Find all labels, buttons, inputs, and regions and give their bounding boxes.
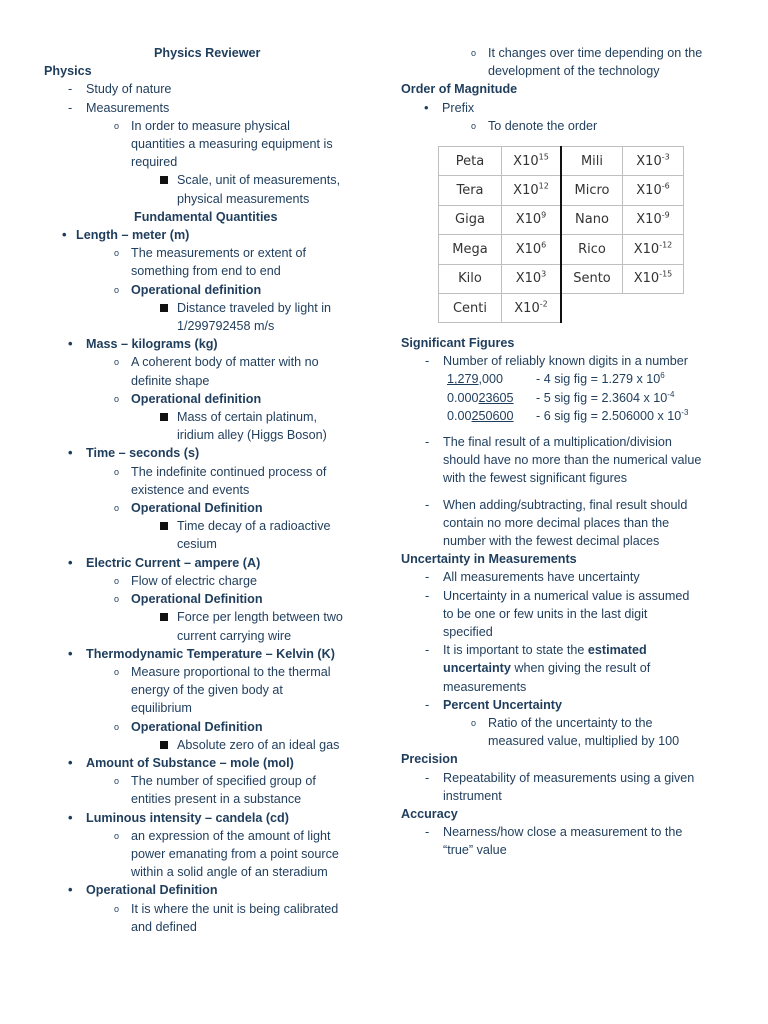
list-item: o It is where the unit is being calibrated	[44, 900, 374, 918]
list-item-cont: within a solid angle of an steradium	[131, 865, 328, 880]
dash-marker: -	[425, 570, 430, 585]
circle-bullet-icon: o	[114, 393, 120, 404]
bullet-icon: •	[424, 99, 429, 115]
quantity-heading: • Operational Definition	[44, 881, 374, 899]
list-item-cont: entities present in a substance	[131, 792, 302, 807]
power-base: X10	[636, 212, 662, 228]
physics-heading: Physics	[44, 64, 92, 79]
list-item-cont: specified	[443, 625, 493, 640]
list-item: Scale, unit of measurements,	[44, 171, 374, 189]
table-cell: Micro	[561, 176, 623, 205]
table-row	[439, 147, 684, 176]
list-item: Distance traveled by light in	[44, 299, 374, 317]
list-item-cont: cesium	[177, 537, 217, 552]
dash-marker: -	[68, 82, 73, 97]
bullet-icon: •	[62, 227, 67, 243]
list-item: - Number of reliably known digits in a number	[401, 352, 731, 370]
list-item: o The number of specified group of	[44, 772, 374, 790]
table-row	[439, 176, 684, 205]
circle-bullet-icon: o	[471, 48, 477, 58]
dash-marker: -	[425, 588, 430, 603]
list-item-cont: equilibrium	[131, 701, 192, 716]
list-item: o In order to measure physical	[44, 117, 374, 135]
list-item-cont: definite shape	[131, 373, 210, 388]
circle-bullet-icon: o	[471, 120, 477, 131]
table-cell: Centi	[439, 293, 502, 322]
power-base: X10	[513, 153, 539, 169]
list-item: o A coherent body of matter with no	[44, 353, 374, 371]
circle-bullet-icon: o	[114, 903, 120, 914]
left-column	[44, 44, 374, 936]
bullet-icon: •	[68, 645, 73, 661]
power-base: X10	[636, 153, 662, 169]
dash-marker: -	[425, 697, 430, 712]
power-exponent: -3	[661, 152, 670, 162]
table-cell	[623, 264, 684, 293]
list-item-cont: development of the technology	[488, 64, 660, 79]
power-base: X10	[513, 183, 539, 199]
circle-bullet-icon: o	[471, 718, 477, 729]
power-exponent: 15	[538, 152, 549, 162]
list-item: o Flow of electric charge	[44, 572, 374, 590]
circle-bullet-icon: o	[114, 594, 120, 605]
list-item-cont: measured value, multiplied by 100	[488, 734, 680, 749]
quantity-heading: • Time – seconds (s)	[44, 444, 374, 462]
list-item-cont: uncertainty when giving the result of	[443, 661, 651, 676]
table-cell	[623, 147, 684, 176]
power-exponent: 6	[541, 240, 547, 250]
list-item-cont: measurements	[443, 679, 527, 694]
list-item-cont: physical measurements	[177, 191, 310, 206]
page-title: Physics Reviewer	[154, 46, 261, 60]
power-exponent: 3	[541, 269, 547, 279]
table-cell: Giga	[439, 205, 502, 234]
list-item: - Percent Uncertainty	[401, 696, 731, 714]
circle-bullet-icon: o	[114, 830, 120, 841]
table-row	[439, 264, 684, 293]
square-bullet-icon	[160, 171, 168, 189]
power-exponent: 9	[541, 211, 547, 221]
circle-bullet-icon: o	[114, 575, 120, 586]
section-heading: Order of Magnitude	[401, 82, 518, 97]
list-item-cont: existence and events	[131, 482, 250, 497]
op-def-label: o Operational Definition	[44, 499, 374, 517]
list-item: - All measurements have uncertainty	[401, 568, 731, 586]
dash-marker: -	[425, 825, 430, 840]
list-item: o an expression of the amount of light	[44, 827, 374, 845]
list-item-cont: number with the fewest decimal places	[443, 534, 660, 549]
quantity-heading: • Electric Current – ampere (A)	[44, 554, 374, 572]
circle-bullet-icon: o	[114, 120, 120, 131]
power-base: X10	[515, 241, 542, 257]
quantity-heading: • Amount of Substance – mole (mol)	[44, 754, 374, 772]
circle-bullet-icon: o	[114, 776, 120, 787]
table-cell: Mega	[439, 235, 502, 264]
table-row	[439, 293, 684, 322]
list-item-cont: to be one or few units in the last digit	[443, 606, 648, 621]
power-exponent: -6	[661, 181, 670, 191]
list-item-cont: should have no more than the numerical value	[443, 453, 702, 468]
list-item: o The measurements or extent of	[44, 244, 374, 262]
section-heading: Precision	[401, 752, 458, 767]
list-item: Absolute zero of an ideal gas	[44, 736, 374, 754]
sig-example: 1,279,000 - 4 sig fig = 1.279 x $10^6$	[447, 371, 665, 387]
section-heading: Accuracy	[401, 807, 458, 822]
circle-bullet-icon: o	[114, 284, 120, 295]
list-item: o It changes over time depending on the	[401, 44, 731, 62]
list-item-cont: current carrying wire	[177, 628, 292, 643]
list-item: - Repeatability of measurements using a given	[401, 769, 731, 787]
list-item: o The indefinite continued process of	[44, 463, 374, 481]
list-item-cont: and defined	[131, 919, 197, 934]
op-def-label: o Operational Definition	[44, 590, 374, 608]
square-bullet-icon	[160, 517, 168, 535]
list-item-cont: 1/299792458 m/s	[177, 319, 275, 334]
sig-example: 0.00023605 - 5 sig fig = 2.3604 x $10^{-4}$	[447, 389, 675, 405]
dash-marker: -	[68, 100, 73, 115]
circle-bullet-icon: o	[114, 357, 120, 368]
section-heading: Uncertainty in Measurements	[401, 552, 577, 567]
op-def-label: o Operational definition	[44, 281, 374, 299]
bullet-icon: •	[68, 445, 73, 461]
power-exponent: 12	[538, 181, 549, 191]
square-bullet-icon	[160, 299, 168, 317]
quantity-heading: • Length – meter (m)	[44, 226, 374, 244]
table-cell	[623, 293, 684, 322]
bullet-icon: •	[68, 809, 73, 825]
list-item-cont: energy of the given body at	[131, 683, 283, 698]
list-item-cont: with the fewest significant figures	[443, 471, 628, 486]
circle-bullet-icon: o	[114, 248, 120, 259]
power-base: X10	[515, 212, 542, 228]
table-cell: Rico	[561, 235, 623, 264]
prefix-table	[438, 146, 684, 323]
circle-bullet-icon: o	[114, 466, 120, 477]
circle-bullet-icon: o	[114, 503, 120, 514]
circle-bullet-icon: o	[114, 721, 120, 732]
right-column-lower	[401, 334, 731, 860]
table-cell: Nano	[561, 205, 623, 234]
square-bullet-icon	[160, 736, 168, 754]
table-cell	[561, 293, 623, 322]
list-item-cont: power emanating from a point source	[131, 846, 339, 861]
dash-marker: -	[425, 435, 430, 450]
list-item: - Measurements	[44, 99, 374, 117]
list-item: o Ratio of the uncertainty to the	[401, 714, 731, 732]
power-base: X10	[514, 300, 540, 316]
section-heading: Significant Figures	[401, 336, 515, 350]
list-item-cont: iridium alley (Higgs Boson)	[177, 428, 327, 443]
op-def-label: o Operational definition	[44, 390, 374, 408]
table-cell	[502, 293, 562, 322]
dash-marker: -	[425, 770, 430, 785]
square-bullet-icon	[160, 608, 168, 626]
table-cell	[623, 205, 684, 234]
power-exponent: -2	[539, 299, 548, 309]
right-column	[401, 44, 731, 135]
power-base: X10	[633, 271, 660, 287]
bullet-icon: •	[68, 554, 73, 570]
table-row	[439, 235, 684, 264]
op-def-label: o Operational Definition	[44, 718, 374, 736]
dash-marker: -	[425, 497, 430, 512]
bullet-icon: •	[68, 882, 73, 898]
table-cell	[623, 176, 684, 205]
list-item: Time decay of a radioactive	[44, 517, 374, 535]
list-item-cont: quantities a measuring equipment is	[131, 137, 333, 152]
list-item: • Prefix	[401, 99, 731, 117]
dash-marker: -	[425, 643, 430, 658]
list-item-cont: contain no more decimal places than the	[443, 515, 670, 530]
quantity-heading: • Thermodynamic Temperature – Kelvin (K)	[44, 645, 374, 663]
list-item: - Uncertainty in a numerical value is assumed	[401, 587, 731, 605]
table-cell: Mili	[561, 147, 623, 176]
table-row	[439, 205, 684, 234]
section-heading: Fundamental Quantities	[134, 209, 278, 224]
list-item: Force per length between two	[44, 608, 374, 626]
list-item: - Nearness/how close a measurement to the	[401, 823, 731, 841]
circle-bullet-icon: o	[114, 666, 120, 677]
table-cell	[623, 235, 684, 264]
power-base: X10	[636, 183, 662, 199]
sig-example: 0.00250600 - 6 sig fig = 2.506000 x $10^{-3}$	[447, 407, 689, 423]
bullet-icon: •	[68, 754, 73, 770]
table-cell: Peta	[439, 147, 502, 176]
square-bullet-icon	[160, 408, 168, 426]
list-item-cont: something from end to end	[131, 264, 281, 279]
power-base: X10	[515, 271, 542, 287]
list-item: - The final result of a multiplication/division	[401, 433, 731, 451]
list-item: - Study of nature	[44, 80, 374, 98]
list-item: o To denote the order	[401, 117, 731, 135]
list-item-cont: instrument	[443, 788, 502, 803]
list-item: - When adding/subtracting, final result should	[401, 496, 731, 514]
table-cell	[502, 205, 562, 234]
table-cell: Kilo	[439, 264, 502, 293]
table-cell	[502, 147, 562, 176]
table-cell	[502, 235, 562, 264]
list-item: - It is important to state the estimated	[401, 641, 731, 659]
quantity-heading: • Mass – kilograms (kg)	[44, 335, 374, 353]
list-item: Mass of certain platinum,	[44, 408, 374, 426]
table-cell	[502, 264, 562, 293]
power-exponent: -15	[659, 269, 673, 279]
list-item-cont: required	[131, 155, 178, 170]
table-cell: Tera	[439, 176, 502, 205]
dash-marker: -	[425, 354, 430, 369]
list-item-cont: “true” value	[443, 843, 507, 858]
power-exponent: -12	[659, 240, 673, 250]
quantity-heading: • Luminous intensity – candela (cd)	[44, 809, 374, 827]
table-cell	[502, 176, 562, 205]
power-base: X10	[633, 241, 660, 257]
table-cell: Sento	[561, 264, 623, 293]
bullet-icon: •	[68, 336, 73, 352]
power-exponent: -9	[661, 211, 670, 221]
list-item: o Measure proportional to the thermal	[44, 663, 374, 681]
